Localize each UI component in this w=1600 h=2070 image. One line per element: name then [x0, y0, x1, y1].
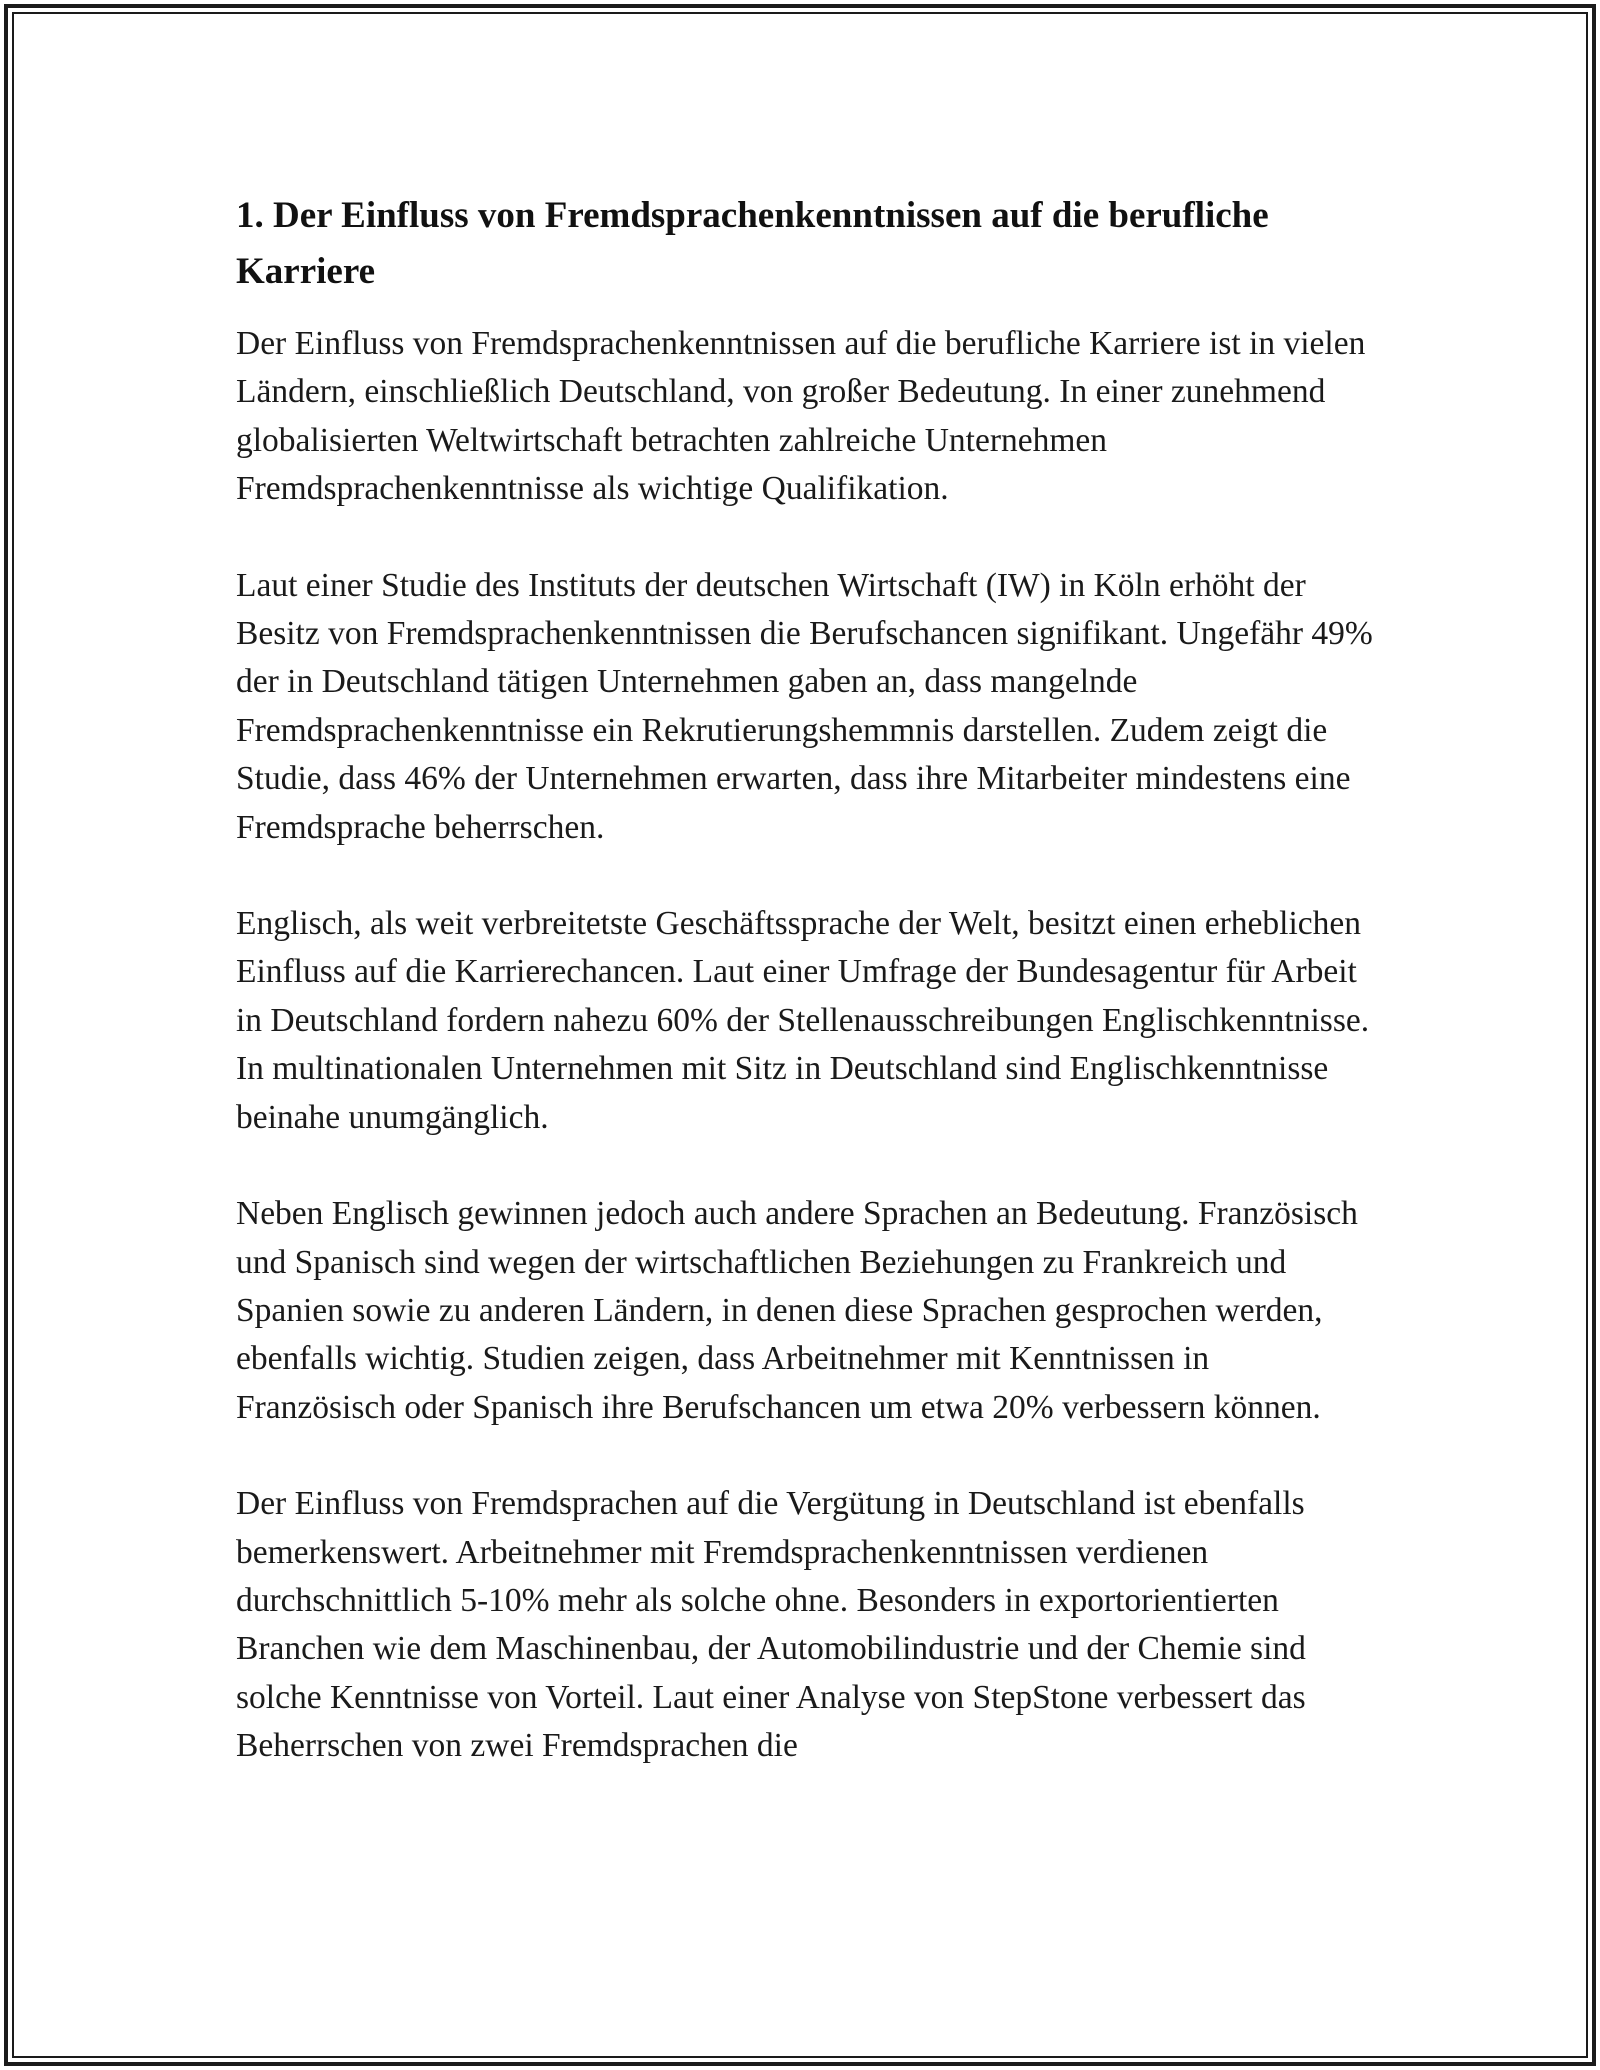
paragraph-1: Der Einfluss von Fremdsprachenkenntnissen auf die berufliche Karriere ist in vielen Ländern, einschließlich Deutschland, von großer Bedeutung. In einer zunehmend globalisierten Weltwirtschaft betrachten zahlreiche Unternehmen Fremdsprachenkenntnisse als wichtige Qualifikation.: [236, 325, 1366, 508]
paragraph-5: Der Einfluss von Fremdsprachen auf die Vergütung in Deutschland ist ebenfalls bemerkenswert. Arbeitnehmer mit Fremdsprachenkenntnissen verdienen durchschnittlich 5-10% mehr als solche ohne. Besonders in exportorientierten Branchen wie dem Maschinenbau, der Automobilindustrie und der Chemie sind solche Kenntnisse von Vorteil. Laut einer Analyse von StepStone verbessert das Beherrschen von zwei Fremdsprachen die: [236, 1485, 1306, 1765]
paragraph-3: Englisch, als weit verbreitetste Geschäftssprache der Welt, besitzt einen erheblichen Einfluss auf die Karrierechancen. Laut einer Umfrage der Bundesagentur für Arbeit in Deutschland fordern nahezu 60% der Stellenausschreibungen Englischkenntnisse. In multinationalen Unternehmen mit Sitz in Deutschland sind Englischkenntnisse beinahe unumgänglich.: [236, 905, 1370, 1136]
paragraph-4: Neben Englisch gewinnen jedoch auch andere Sprachen an Bedeutung. Französisch und Spanisch sind wegen der wirtschaftlichen Beziehungen zu Frankreich und Spanien sowie zu anderen Ländern, in denen diese Sprachen gesprochen werden, ebenfalls wichtig. Studien zeigen, dass Arbeitnehmer mit Kenntnissen in Französisch oder Spanisch ihre Berufschancen um etwa 20% verbessern können.: [236, 1195, 1358, 1426]
section-heading: 1. Der Einfluss von Fremdsprachenkenntnissen auf die berufliche Karriere: [236, 195, 1269, 292]
document-body: [236, 188, 1376, 1819]
paragraph-2: Laut einer Studie des Instituts der deutschen Wirtschaft (IW) in Köln erhöht der Besitz von Fremdsprachenkenntnissen die Berufschancen signifikant. Ungefähr 49% der in Deutschland tätigen Unternehmen gaben an, dass mangelnde Fremdsprachenkenntnisse ein Rekrutierungshemmnis darstellen. Zudem zeigt die Studie, dass 46% der Unternehmen erwarten, dass ihre Mitarbeiter mindestens eine Fremdsprache beherrschen.: [236, 566, 1373, 846]
